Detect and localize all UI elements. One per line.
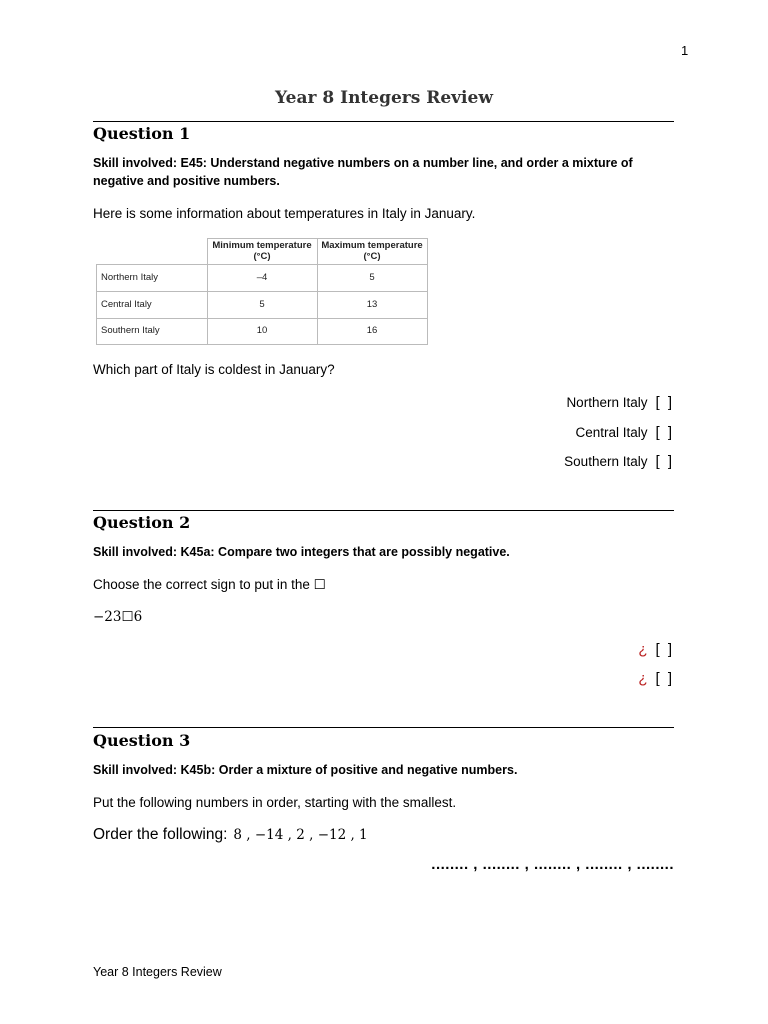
option-label: Central Italy xyxy=(575,425,648,440)
answer-blanks[interactable]: ........ , ........ , ........ , ........ , ........ xyxy=(431,856,674,873)
question-3-heading: Question 3 xyxy=(93,731,191,750)
table-cell-max: 16 xyxy=(366,325,378,336)
sign-glyph: ¿ xyxy=(638,670,648,687)
table-row-region: Southern Italy xyxy=(101,325,160,336)
sign-glyph: ¿ xyxy=(638,641,648,658)
question-3-instruction: Put the following numbers in order, starting with the smallest. xyxy=(93,795,457,810)
sign-option-1[interactable] xyxy=(638,641,674,658)
answer-checkbox[interactable]: [ ] xyxy=(655,453,674,470)
question-2-instruction: Choose the correct sign to put in the ☐ xyxy=(93,577,326,592)
question-3-skill: Skill involved: K45b: Order a mixture of positive and negative numbers. xyxy=(93,763,518,777)
question-1-intro: Here is some information about temperatures in Italy in January. xyxy=(93,206,476,221)
order-label: Order the following: xyxy=(93,826,228,843)
table-header-max: Maximum temperature (°C) xyxy=(321,240,423,262)
number-list: 8 , −14 , 2 , −12 , 1 xyxy=(233,827,368,843)
answer-checkbox[interactable]: [ ] xyxy=(655,670,674,687)
answer-option-northern-italy[interactable] xyxy=(566,394,674,411)
table-row-region: Central Italy xyxy=(101,299,152,310)
comparison-expression: −23☐6 xyxy=(93,609,143,625)
question-2-skill: Skill involved: K45a: Compare two integers that are possibly negative. xyxy=(93,545,510,559)
page-number: 1 xyxy=(681,43,689,58)
order-prompt xyxy=(93,826,368,844)
divider xyxy=(93,510,674,511)
question-1-skill: Skill involved: E45: Understand negative numbers on a number line, and order a mixture of negative and positive numbers. xyxy=(93,156,633,188)
table-cell-max: 5 xyxy=(369,272,375,283)
answer-option-southern-italy[interactable] xyxy=(564,453,674,470)
answer-option-central-italy[interactable] xyxy=(575,424,674,441)
table-header-min: Minimum temperature (°C) xyxy=(212,240,312,262)
table-cell-max: 13 xyxy=(366,299,378,310)
temperature-table xyxy=(96,238,428,345)
option-label: Southern Italy xyxy=(564,454,648,469)
divider xyxy=(93,727,674,728)
table-cell-min: 10 xyxy=(256,325,268,336)
answer-checkbox[interactable]: [ ] xyxy=(655,424,674,441)
table-cell-min: 5 xyxy=(259,299,265,310)
answer-checkbox[interactable]: [ ] xyxy=(655,394,674,411)
page-footer: Year 8 Integers Review xyxy=(93,965,222,979)
answer-checkbox[interactable]: [ ] xyxy=(655,641,674,658)
sign-option-2[interactable] xyxy=(638,670,674,687)
table-cell-min: –4 xyxy=(256,272,268,283)
table-row-region: Northern Italy xyxy=(101,272,159,283)
option-label: Northern Italy xyxy=(566,395,648,410)
question-2-heading: Question 2 xyxy=(93,513,191,532)
question-1-heading: Question 1 xyxy=(93,124,191,143)
page-title: Year 8 Integers Review xyxy=(275,88,493,108)
question-1-prompt: Which part of Italy is coldest in January? xyxy=(93,362,335,377)
divider xyxy=(93,121,674,122)
